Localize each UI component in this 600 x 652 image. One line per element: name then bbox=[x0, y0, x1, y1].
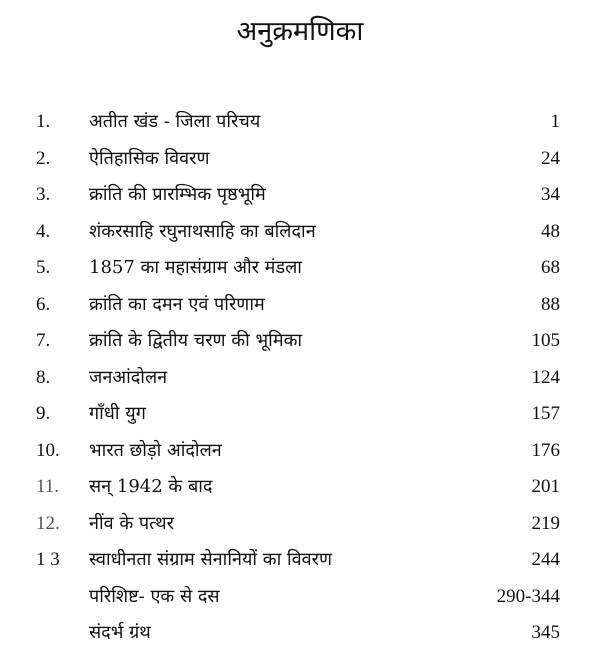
table-of-contents bbox=[0, 104, 600, 652]
chapter-title: भारत छोड़ो आंदोलन bbox=[89, 439, 222, 461]
page-number: 48 bbox=[541, 220, 560, 242]
chapter-title: 1857 का महासंग्राम और मंडला bbox=[89, 257, 302, 278]
chapter-number: 7. bbox=[36, 330, 51, 351]
page-number: 24 bbox=[541, 147, 560, 169]
toc-row bbox=[0, 542, 600, 579]
page-number: 157 bbox=[531, 403, 560, 424]
chapter-number: 1 3 bbox=[36, 549, 60, 570]
toc-row bbox=[0, 177, 600, 214]
chapter-title: संदर्भ ग्रंथ bbox=[89, 622, 151, 643]
page-number: 345 bbox=[531, 622, 560, 643]
toc-row bbox=[0, 287, 600, 324]
toc-row bbox=[0, 433, 600, 470]
chapter-number: 12. bbox=[36, 512, 60, 534]
chapter-title: ऐतिहासिक विवरण bbox=[89, 147, 210, 169]
chapter-title: क्रांति के द्वितीय चरण की भूमिका bbox=[89, 330, 303, 351]
page-title: अनुक्रमणिका bbox=[236, 16, 364, 47]
toc-row bbox=[0, 615, 600, 652]
chapter-title: जनआंदोलन bbox=[89, 366, 168, 388]
chapter-number: 2. bbox=[36, 147, 51, 169]
toc-row bbox=[0, 104, 600, 141]
page-number: 244 bbox=[531, 549, 560, 570]
toc-row bbox=[0, 323, 600, 360]
chapter-title: गाँधी युग bbox=[89, 403, 146, 424]
toc-row bbox=[0, 360, 600, 397]
chapter-number: 5. bbox=[36, 257, 51, 278]
chapter-title: क्रांति की प्रारम्भिक पृष्ठभूमि bbox=[89, 184, 266, 205]
page-number: 1 bbox=[550, 111, 560, 132]
chapter-number: 10. bbox=[36, 439, 60, 461]
page-number: 124 bbox=[531, 366, 560, 388]
chapter-number: 3. bbox=[36, 184, 51, 205]
chapter-number: 1. bbox=[36, 111, 51, 132]
chapter-number: 11. bbox=[36, 476, 60, 497]
toc-row bbox=[0, 469, 600, 506]
toc-row bbox=[0, 506, 600, 543]
page-number: 219 bbox=[531, 512, 560, 534]
page-number: 290-344 bbox=[496, 585, 560, 607]
toc-row bbox=[0, 141, 600, 178]
toc-row bbox=[0, 214, 600, 251]
chapter-title: अतीत खंड - जिला परिचय bbox=[89, 111, 261, 132]
chapter-title: शंकरसाहि रघुनाथसाहि का बलिदान bbox=[89, 220, 316, 242]
chapter-title: नींव के पत्थर bbox=[89, 512, 174, 534]
page-number: 201 bbox=[531, 476, 560, 497]
page-number: 176 bbox=[531, 439, 560, 461]
chapter-number: 6. bbox=[36, 293, 51, 315]
chapter-number: 8. bbox=[36, 366, 51, 388]
chapter-title: क्रांति का दमन एवं परिणाम bbox=[89, 293, 265, 315]
chapter-title: सन् 1942 के बाद bbox=[89, 476, 213, 497]
page-number: 68 bbox=[541, 257, 560, 278]
page-number: 34 bbox=[541, 184, 560, 205]
page-number: 105 bbox=[531, 330, 560, 351]
toc-row bbox=[0, 579, 600, 616]
toc-row bbox=[0, 396, 600, 433]
chapter-number: 9. bbox=[36, 403, 51, 424]
page-number: 88 bbox=[541, 293, 560, 315]
toc-row bbox=[0, 250, 600, 287]
chapter-title: स्वाधीनता संग्राम सेनानियों का विवरण bbox=[89, 549, 333, 570]
chapter-number: 4. bbox=[36, 220, 51, 242]
chapter-title: परिशिष्ट- एक से दस bbox=[89, 585, 220, 607]
